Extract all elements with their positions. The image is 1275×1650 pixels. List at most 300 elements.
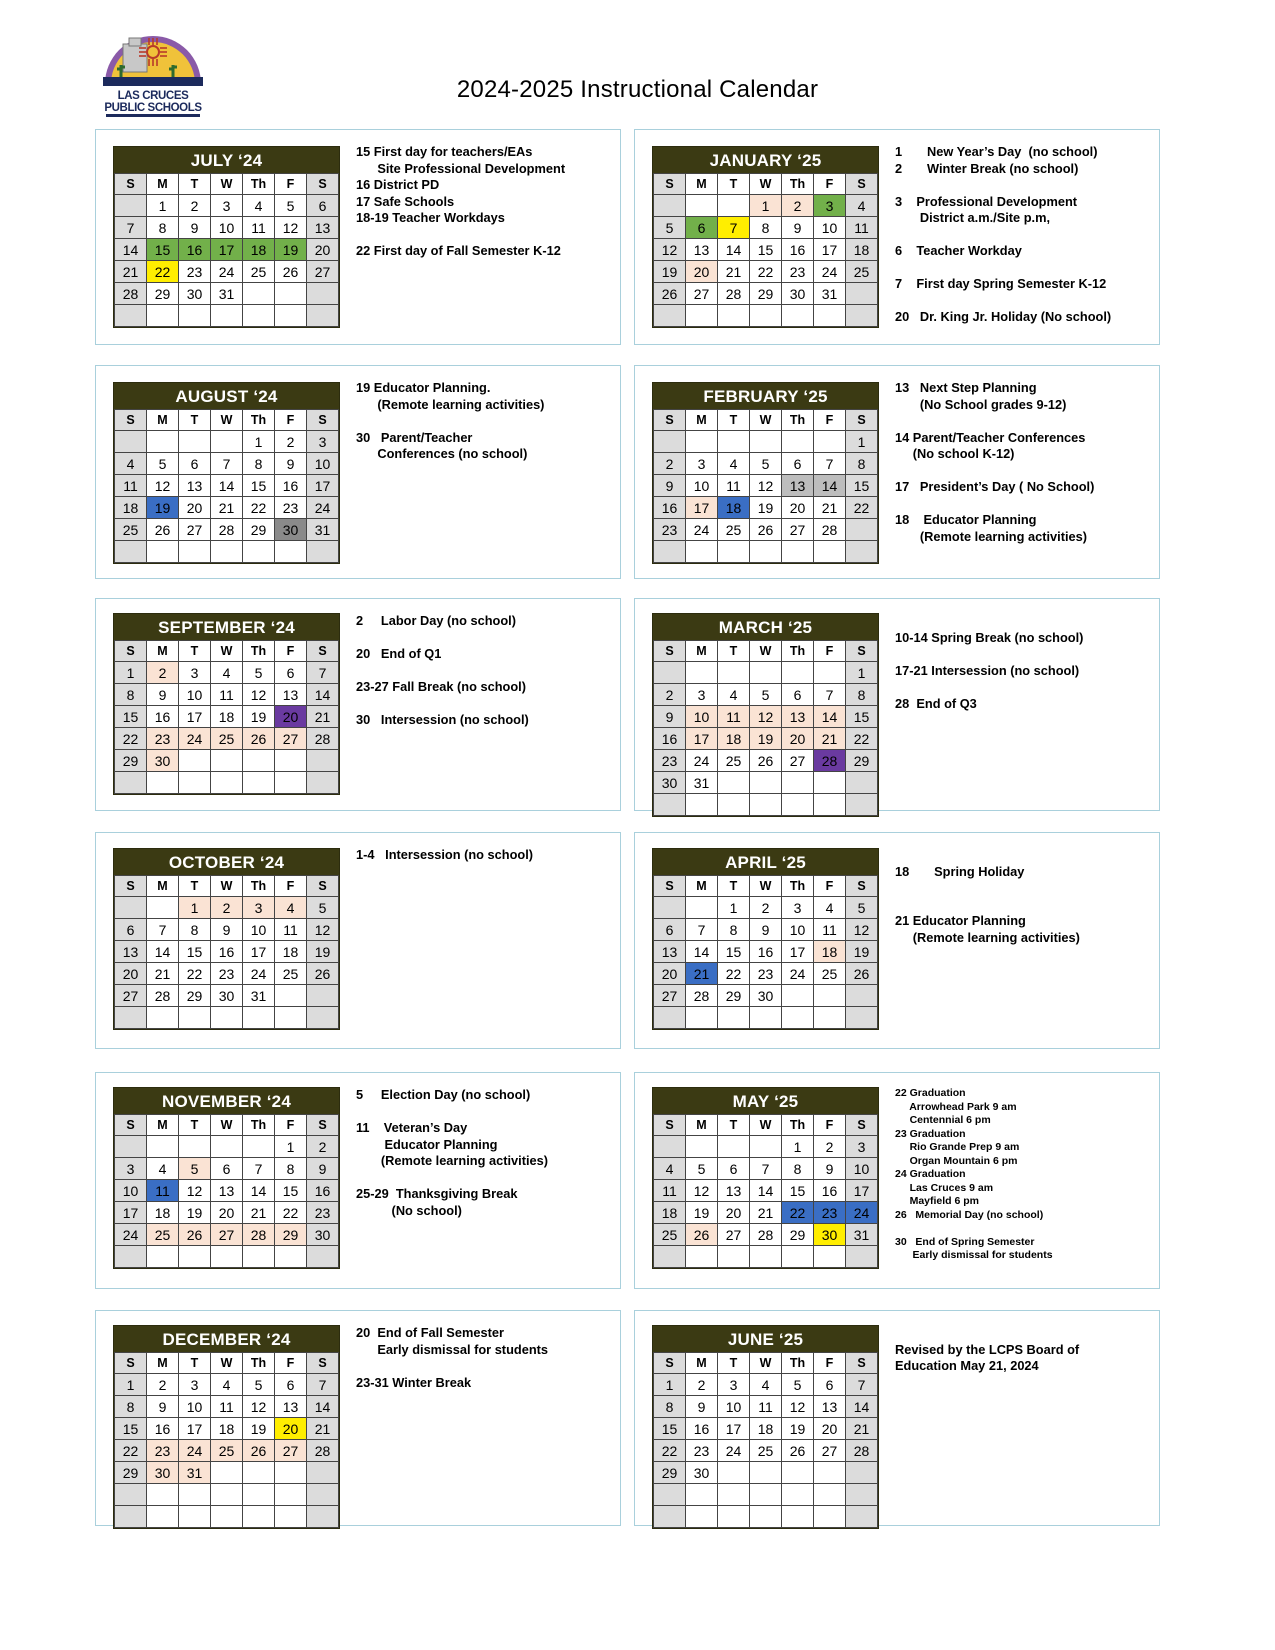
day-cell-18: 18 [718, 497, 750, 519]
weekday-header: Th [782, 1353, 814, 1374]
weekday-header: S [307, 1353, 339, 1374]
day-cell-28: 28 [211, 519, 243, 541]
weekday-header: M [686, 1353, 718, 1374]
day-cell-17: 17 [179, 706, 211, 728]
day-cell-22: 22 [115, 728, 147, 750]
empty-day-cell [115, 195, 147, 217]
day-cell-30: 30 [814, 1224, 846, 1246]
calendar-apr [652, 848, 879, 1030]
empty-day-cell [846, 1246, 878, 1268]
day-cell-25: 25 [750, 1440, 782, 1462]
day-cell-19: 19 [686, 1202, 718, 1224]
empty-day-cell [750, 794, 782, 816]
weekday-header: T [179, 410, 211, 431]
day-cell-14: 14 [243, 1180, 275, 1202]
day-cell-21: 21 [307, 1418, 339, 1440]
day-cell-8: 8 [243, 453, 275, 475]
empty-day-cell [782, 794, 814, 816]
day-cell-22: 22 [846, 728, 878, 750]
day-cell-7: 7 [211, 453, 243, 475]
day-cell-16: 16 [654, 497, 686, 519]
empty-day-cell [275, 772, 307, 794]
weekday-header: S [307, 641, 339, 662]
empty-day-cell [846, 1484, 878, 1506]
weekday-header: M [147, 641, 179, 662]
weekday-header: Th [782, 1115, 814, 1136]
empty-day-cell [179, 1484, 211, 1506]
day-cell-13: 13 [211, 1180, 243, 1202]
day-cell-4: 4 [211, 1374, 243, 1396]
empty-day-cell [307, 985, 339, 1007]
calendar-jun [652, 1325, 879, 1529]
day-cell-3: 3 [307, 431, 339, 453]
day-cell-22: 22 [750, 261, 782, 283]
empty-day-cell [654, 541, 686, 563]
empty-day-cell [307, 1462, 339, 1484]
empty-day-cell [211, 1246, 243, 1268]
note-line: 24 Graduation [895, 1168, 966, 1180]
empty-day-cell [782, 1007, 814, 1029]
day-cell-27: 27 [307, 261, 339, 283]
note-line [895, 847, 1155, 864]
day-cell-29: 29 [782, 1224, 814, 1246]
day-cell-24: 24 [307, 497, 339, 519]
empty-day-cell [275, 541, 307, 563]
note-line: 20 End of Fall Semester [356, 1325, 504, 1340]
day-cell-24: 24 [846, 1202, 878, 1224]
day-cell-21: 21 [718, 261, 750, 283]
note-line [895, 177, 1155, 194]
day-cell-27: 27 [275, 728, 307, 750]
note-line: Site Professional Development [356, 160, 566, 176]
month-notes [895, 1087, 1155, 1263]
page-title: 2024-2025 Instructional Calendar [456, 76, 819, 103]
empty-day-cell [654, 1136, 686, 1158]
empty-day-cell [654, 794, 686, 816]
weekday-header: Th [243, 1353, 275, 1374]
weekday-header: T [179, 1353, 211, 1374]
day-cell-16: 16 [211, 941, 243, 963]
day-cell-4: 4 [654, 1158, 686, 1180]
day-cell-23: 23 [654, 519, 686, 541]
day-cell-29: 29 [275, 1224, 307, 1246]
empty-day-cell [147, 1506, 179, 1528]
empty-day-cell [179, 772, 211, 794]
empty-day-cell [814, 772, 846, 794]
day-cell-9: 9 [686, 1396, 718, 1418]
note-line: 22 Graduation [895, 1087, 966, 1099]
day-cell-29: 29 [147, 283, 179, 305]
note-line [895, 897, 1155, 914]
day-cell-13: 13 [115, 941, 147, 963]
empty-day-cell [686, 794, 718, 816]
day-cell-12: 12 [782, 1396, 814, 1418]
day-cell-9: 9 [814, 1158, 846, 1180]
empty-day-cell [307, 772, 339, 794]
weekday-header: M [147, 1353, 179, 1374]
day-cell-21: 21 [750, 1202, 782, 1224]
note-line: 23 Graduation [895, 1127, 966, 1140]
day-cell-13: 13 [782, 706, 814, 728]
day-cell-24: 24 [718, 1440, 750, 1462]
weekday-header: W [211, 641, 243, 662]
day-cell-10: 10 [686, 475, 718, 497]
weekday-header: M [686, 876, 718, 897]
empty-day-cell [147, 1007, 179, 1029]
note-line: Las Cruces 9 am [895, 1181, 994, 1194]
weekday-header: F [814, 410, 846, 431]
day-cell-4: 4 [814, 897, 846, 919]
note-line [895, 496, 1155, 513]
empty-day-cell [211, 772, 243, 794]
weekday-header: W [211, 1353, 243, 1374]
day-cell-27: 27 [782, 750, 814, 772]
day-cell-26: 26 [782, 1440, 814, 1462]
empty-day-cell [814, 794, 846, 816]
day-cell-6: 6 [307, 195, 339, 217]
empty-day-cell [718, 1484, 750, 1506]
day-cell-11: 11 [654, 1180, 686, 1202]
weekday-header: T [179, 876, 211, 897]
day-cell-3: 3 [686, 684, 718, 706]
weekday-header: S [846, 174, 878, 195]
empty-day-cell [782, 541, 814, 563]
day-cell-26: 26 [275, 261, 307, 283]
empty-day-cell [275, 1506, 307, 1528]
day-cell-27: 27 [782, 519, 814, 541]
empty-day-cell [846, 541, 878, 563]
day-cell-1: 1 [846, 662, 878, 684]
month-panel-mar [634, 598, 1160, 811]
day-cell-23: 23 [147, 1440, 179, 1462]
day-cell-9: 9 [147, 684, 179, 706]
day-cell-15: 15 [846, 706, 878, 728]
day-cell-28: 28 [814, 750, 846, 772]
day-cell-4: 4 [147, 1158, 179, 1180]
day-cell-4: 4 [275, 897, 307, 919]
note-line: 6 Teacher Workday [895, 243, 1022, 258]
note-line: 15 First day for teachers/EAs [356, 144, 533, 159]
month-title: OCTOBER ‘24 [114, 849, 339, 875]
day-cell-7: 7 [147, 919, 179, 941]
empty-day-cell [211, 1462, 243, 1484]
day-cell-2: 2 [654, 684, 686, 706]
day-cell-12: 12 [275, 217, 307, 239]
day-cell-4: 4 [211, 662, 243, 684]
day-cell-8: 8 [179, 919, 211, 941]
day-cell-28: 28 [307, 1440, 339, 1462]
day-cell-1: 1 [718, 897, 750, 919]
day-cell-12: 12 [243, 684, 275, 706]
note-line: 7 First day Spring Semester K-12 [895, 276, 1107, 291]
day-cell-10: 10 [814, 217, 846, 239]
day-cell-28: 28 [846, 1440, 878, 1462]
empty-day-cell [814, 1007, 846, 1029]
empty-day-cell [115, 305, 147, 327]
empty-day-cell [814, 1506, 846, 1528]
note-line: 11 Veteran’s Day [356, 1120, 468, 1135]
note-line [895, 227, 1155, 244]
day-cell-8: 8 [718, 919, 750, 941]
day-cell-25: 25 [147, 1224, 179, 1246]
month-title: JANUARY ‘25 [653, 147, 878, 173]
day-cell-19: 19 [275, 239, 307, 261]
day-cell-6: 6 [782, 684, 814, 706]
weekday-header: S [307, 174, 339, 195]
empty-day-cell [750, 305, 782, 327]
lcps-logo [103, 22, 203, 122]
empty-day-cell [654, 897, 686, 919]
weekday-header: T [179, 1115, 211, 1136]
day-cell-29: 29 [115, 1462, 147, 1484]
day-cell-29: 29 [179, 985, 211, 1007]
day-cell-9: 9 [307, 1158, 339, 1180]
day-cell-7: 7 [718, 217, 750, 239]
day-cell-9: 9 [275, 453, 307, 475]
note-line: 28 End of Q3 [895, 695, 977, 711]
day-cell-10: 10 [115, 1180, 147, 1202]
day-cell-4: 4 [115, 453, 147, 475]
weekday-header: W [211, 1115, 243, 1136]
weekday-header: M [686, 174, 718, 195]
note-line [895, 260, 1155, 277]
empty-day-cell [814, 541, 846, 563]
note-line: 16 District PD [356, 177, 440, 192]
day-cell-25: 25 [814, 963, 846, 985]
empty-day-cell [275, 1462, 307, 1484]
weekday-header: S [846, 876, 878, 897]
day-cell-20: 20 [782, 728, 814, 750]
day-cell-23: 23 [147, 728, 179, 750]
day-cell-13: 13 [179, 475, 211, 497]
day-cell-24: 24 [243, 963, 275, 985]
day-cell-5: 5 [750, 453, 782, 475]
empty-day-cell [686, 195, 718, 217]
day-cell-16: 16 [782, 239, 814, 261]
weekday-header: T [718, 876, 750, 897]
calendar-jul [113, 146, 340, 328]
weekday-header: M [147, 876, 179, 897]
note-line: 20 End of Q1 [356, 646, 442, 661]
day-cell-26: 26 [750, 519, 782, 541]
note-line: Education May 21, 2024 [895, 1358, 1039, 1373]
day-cell-5: 5 [275, 195, 307, 217]
weekday-header: S [115, 174, 147, 195]
day-cell-2: 2 [750, 897, 782, 919]
day-cell-12: 12 [750, 475, 782, 497]
day-cell-18: 18 [211, 706, 243, 728]
note-line: 3 Professional Development [895, 193, 1078, 209]
empty-day-cell [243, 541, 275, 563]
day-cell-1: 1 [750, 195, 782, 217]
day-cell-11: 11 [846, 217, 878, 239]
weekday-header: S [846, 1115, 878, 1136]
weekday-header: W [211, 174, 243, 195]
month-title: MARCH ‘25 [653, 614, 878, 640]
month-notes [356, 1087, 616, 1219]
day-cell-26: 26 [686, 1224, 718, 1246]
weekday-header: T [718, 410, 750, 431]
day-cell-5: 5 [782, 1374, 814, 1396]
day-cell-17: 17 [686, 728, 718, 750]
calendar-jan [652, 146, 879, 328]
weekday-header: S [846, 410, 878, 431]
empty-day-cell [179, 750, 211, 772]
day-cell-9: 9 [147, 1396, 179, 1418]
day-cell-2: 2 [211, 897, 243, 919]
month-panel-oct [95, 832, 621, 1049]
weekday-header: S [115, 410, 147, 431]
day-cell-18: 18 [147, 1202, 179, 1224]
day-cell-3: 3 [782, 897, 814, 919]
day-cell-15: 15 [782, 1180, 814, 1202]
day-cell-19: 19 [147, 497, 179, 519]
empty-day-cell [115, 772, 147, 794]
day-cell-25: 25 [718, 750, 750, 772]
weekday-header: W [750, 410, 782, 431]
day-cell-28: 28 [243, 1224, 275, 1246]
day-cell-30: 30 [686, 1462, 718, 1484]
day-cell-20: 20 [686, 261, 718, 283]
empty-day-cell [243, 283, 275, 305]
month-notes [895, 1325, 1155, 1375]
day-cell-17: 17 [814, 239, 846, 261]
day-cell-14: 14 [750, 1180, 782, 1202]
empty-day-cell [654, 1246, 686, 1268]
day-cell-25: 25 [654, 1224, 686, 1246]
day-cell-10: 10 [307, 453, 339, 475]
weekday-header: Th [782, 410, 814, 431]
day-cell-10: 10 [211, 217, 243, 239]
day-cell-13: 13 [718, 1180, 750, 1202]
empty-day-cell [686, 1484, 718, 1506]
note-line: 23-27 Fall Break (no school) [356, 679, 526, 694]
day-cell-21: 21 [115, 261, 147, 283]
day-cell-7: 7 [307, 662, 339, 684]
day-cell-7: 7 [814, 684, 846, 706]
note-line [356, 630, 616, 647]
weekday-header: T [179, 641, 211, 662]
note-line [895, 679, 1155, 696]
weekday-header: F [275, 641, 307, 662]
day-cell-6: 6 [782, 453, 814, 475]
note-line: 23-31 Winter Break [356, 1374, 472, 1390]
day-cell-15: 15 [846, 475, 878, 497]
empty-day-cell [654, 1484, 686, 1506]
day-cell-21: 21 [211, 497, 243, 519]
empty-day-cell [147, 897, 179, 919]
note-line: (Remote learning activities) [356, 396, 545, 412]
day-cell-29: 29 [243, 519, 275, 541]
empty-day-cell [115, 897, 147, 919]
day-cell-17: 17 [115, 1202, 147, 1224]
empty-day-cell [243, 1246, 275, 1268]
weekday-header: Th [243, 410, 275, 431]
day-cell-7: 7 [750, 1158, 782, 1180]
day-cell-31: 31 [243, 985, 275, 1007]
day-cell-9: 9 [211, 919, 243, 941]
empty-day-cell [115, 1506, 147, 1528]
logo-text-line-2: PUBLIC SCHOOLS [104, 102, 202, 114]
day-cell-14: 14 [115, 239, 147, 261]
calendar-mar [652, 613, 879, 817]
day-cell-3: 3 [718, 1374, 750, 1396]
day-cell-11: 11 [211, 684, 243, 706]
weekday-header: T [718, 174, 750, 195]
day-cell-20: 20 [782, 497, 814, 519]
day-cell-30: 30 [750, 985, 782, 1007]
note-line [356, 227, 616, 244]
empty-day-cell [782, 662, 814, 684]
day-cell-22: 22 [115, 1440, 147, 1462]
day-cell-26: 26 [846, 963, 878, 985]
logo-text-line-1: LAS CRUCES [117, 90, 189, 102]
note-line: 18-19 Teacher Workdays [356, 210, 505, 225]
day-cell-20: 20 [179, 497, 211, 519]
day-cell-3: 3 [115, 1158, 147, 1180]
day-cell-14: 14 [307, 684, 339, 706]
day-cell-14: 14 [686, 941, 718, 963]
empty-day-cell [814, 662, 846, 684]
empty-day-cell [750, 1506, 782, 1528]
day-cell-29: 29 [846, 750, 878, 772]
weekday-header: F [814, 174, 846, 195]
empty-day-cell [846, 1007, 878, 1029]
day-cell-12: 12 [750, 706, 782, 728]
day-cell-3: 3 [846, 1136, 878, 1158]
note-line [895, 646, 1155, 663]
empty-day-cell [718, 1462, 750, 1484]
empty-day-cell [782, 1246, 814, 1268]
weekday-header: T [179, 174, 211, 195]
day-cell-5: 5 [846, 897, 878, 919]
day-cell-2: 2 [814, 1136, 846, 1158]
empty-day-cell [211, 1007, 243, 1029]
day-cell-19: 19 [846, 941, 878, 963]
day-cell-1: 1 [243, 431, 275, 453]
day-cell-2: 2 [147, 662, 179, 684]
day-cell-14: 14 [718, 239, 750, 261]
day-cell-10: 10 [179, 1396, 211, 1418]
day-cell-22: 22 [179, 963, 211, 985]
day-cell-14: 14 [814, 475, 846, 497]
note-line: 14 Parent/Teacher Conferences [895, 429, 1086, 445]
empty-day-cell [814, 1462, 846, 1484]
weekday-header: M [686, 1115, 718, 1136]
day-cell-9: 9 [654, 706, 686, 728]
calendar-oct [113, 848, 340, 1030]
empty-day-cell [147, 772, 179, 794]
note-line: 5 Election Day (no school) [356, 1087, 531, 1102]
calendar-aug [113, 382, 340, 564]
empty-day-cell [179, 541, 211, 563]
day-cell-1: 1 [179, 897, 211, 919]
weekday-header: S [307, 876, 339, 897]
day-cell-27: 27 [686, 283, 718, 305]
empty-day-cell [275, 1246, 307, 1268]
day-cell-11: 11 [275, 919, 307, 941]
day-cell-16: 16 [147, 1418, 179, 1440]
day-cell-10: 10 [718, 1396, 750, 1418]
day-cell-2: 2 [307, 1136, 339, 1158]
month-title: MAY ‘25 [653, 1088, 878, 1114]
day-cell-13: 13 [275, 1396, 307, 1418]
empty-day-cell [686, 1506, 718, 1528]
day-cell-3: 3 [179, 1374, 211, 1396]
day-cell-19: 19 [179, 1202, 211, 1224]
weekday-header: M [686, 641, 718, 662]
note-line: 1 New Year’s Day (no school) [895, 144, 1098, 159]
